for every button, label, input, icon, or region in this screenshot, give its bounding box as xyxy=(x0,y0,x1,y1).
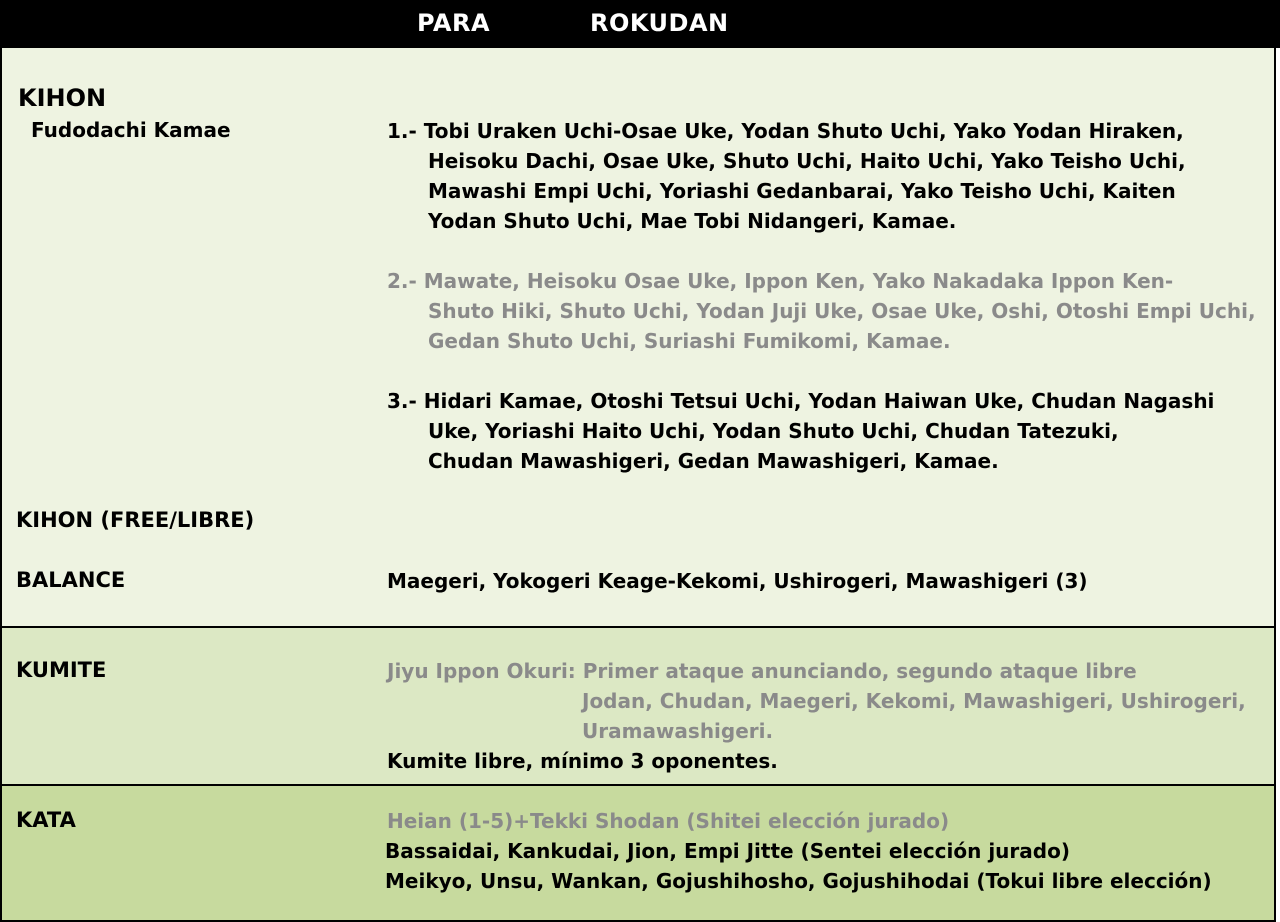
title-para: PARA xyxy=(417,9,491,37)
kihon-item-3-line: 3.- Hidari Kamae, Otoshi Tetsui Uchi, Yodan Haiwan Uke, Chudan Nagashi xyxy=(387,389,1215,413)
kihon-item-2 xyxy=(387,266,1256,356)
kihon-item-1-line: Mawashi Empi Uchi, Yoriashi Gedanbarai, Yako Teisho Uchi, Kaiten xyxy=(428,179,1176,203)
kumite-line-2: Jodan, Chudan, Maegeri, Kekomi, Mawashigeri, Ushirogeri, xyxy=(582,689,1246,713)
kihon-item-1 xyxy=(387,116,1186,236)
kihon-item-1-line: Yodan Shuto Uchi, Mae Tobi Nidangeri, Kamae. xyxy=(428,209,957,233)
kumite-line-1: Jiyu Ippon Okuri: Primer ataque anunciando, segundo ataque libre xyxy=(387,659,1137,683)
kumite-line-3: Uramawashigeri. xyxy=(582,719,774,743)
kumite-label: KUMITE xyxy=(16,658,107,682)
kata-line-3: Meikyo, Unsu, Wankan, Gojushihosho, Gojushihodai (Tokui libre elección) xyxy=(385,869,1212,893)
balance-text: Maegeri, Yokogeri Keage-Kekomi, Ushirogeri, Mawashigeri (3) xyxy=(387,569,1088,593)
kihon-item-2-line: Gedan Shuto Uchi, Suriashi Fumikomi, Kamae. xyxy=(428,329,951,353)
kihon-sublabel: Fudodachi Kamae xyxy=(31,118,231,142)
kihon-item-2-line: Shuto Hiki, Shuto Uchi, Yodan Juji Uke, Osae Uke, Oshi, Otoshi Empi Uchi, xyxy=(428,299,1256,323)
kihon-item-2-line: 2.- Mawate, Heisoku Osae Uke, Ippon Ken, Yako Nakadaka Ippon Ken- xyxy=(387,269,1174,293)
kumite-line-4: Kumite libre, mínimo 3 oponentes. xyxy=(387,749,778,773)
title-bar xyxy=(0,0,1280,48)
balance-label: BALANCE xyxy=(16,568,126,592)
kihon-label: KIHON xyxy=(18,84,107,112)
kihon-free-label: KIHON (FREE/LIBRE) xyxy=(16,508,255,532)
kihon-item-1-line: 1.- Tobi Uraken Uchi-Osae Uke, Yodan Shuto Uchi, Yako Yodan Hiraken, xyxy=(387,119,1184,143)
kata-line-2: Bassaidai, Kankudai, Jion, Empi Jitte (Sentei elección jurado) xyxy=(385,839,1070,863)
kihon-item-3-line: Uke, Yoriashi Haito Uchi, Yodan Shuto Uchi, Chudan Tatezuki, xyxy=(428,419,1119,443)
kata-line-1: Heian (1-5)+Tekki Shodan (Shitei elección jurado) xyxy=(387,809,950,833)
kihon-item-3-line: Chudan Mawashigeri, Gedan Mawashigeri, Kamae. xyxy=(428,449,999,473)
kihon-item-1-line: Heisoku Dachi, Osae Uke, Shuto Uchi, Haito Uchi, Yako Teisho Uchi, xyxy=(428,149,1186,173)
title-rank: ROKUDAN xyxy=(590,9,729,37)
kihon-item-3 xyxy=(387,386,1214,476)
kata-label: KATA xyxy=(16,808,76,832)
